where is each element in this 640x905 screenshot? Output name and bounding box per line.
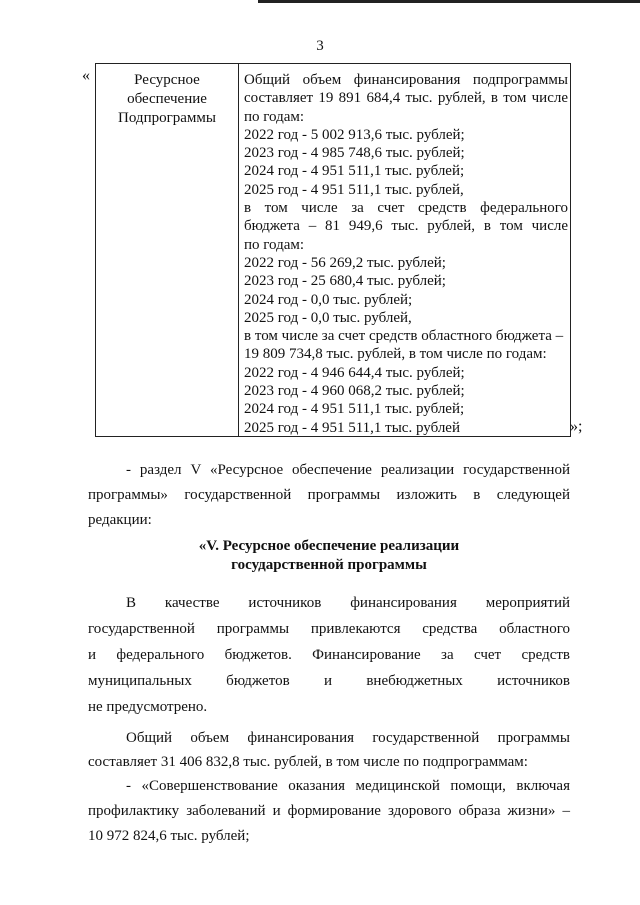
heading-line: «V. Ресурсное обеспечение реализации bbox=[198, 538, 460, 554]
paragraph-line: программы» государственной программы изложить в следующей bbox=[88, 487, 570, 503]
paragraph-line: профилактику заболеваний и формирование здорового образа жизни» – bbox=[88, 803, 570, 819]
table-value-line: 2025 год - 0,0 тыс. рублей, bbox=[244, 309, 412, 326]
table-value-line: 2024 год - 4 951 511,1 тыс. рублей; bbox=[244, 163, 465, 180]
table-value-line: по годам: bbox=[244, 108, 305, 125]
table-value-line: 19 809 734,8 тыс. рублей, в том числе по годам: bbox=[244, 346, 547, 363]
table-label-line: обеспечение bbox=[127, 91, 207, 107]
top-border-line bbox=[258, 0, 640, 3]
table-column-divider bbox=[238, 64, 239, 436]
paragraph-line: В качестве источников финансирования мероприятий bbox=[126, 595, 570, 611]
table-value-line: 2024 год - 0,0 тыс. рублей; bbox=[244, 291, 413, 308]
table-label-line: Ресурсное bbox=[134, 72, 200, 88]
sources-paragraph bbox=[88, 590, 570, 720]
paragraph-line: Общий объем финансирования государственной программы bbox=[126, 730, 570, 746]
table-value-line: Общий объем финансирования подпрограммы bbox=[244, 72, 568, 88]
table-value-line: 2022 год - 5 002 913,6 тыс. рублей; bbox=[244, 126, 465, 143]
table-label-cell bbox=[96, 71, 238, 128]
paragraph-line: 10 972 824,6 тыс. рублей; bbox=[88, 828, 250, 844]
table-value-line: в том числе за счет средств федерального bbox=[244, 200, 568, 217]
table-value-line: 2022 год - 4 946 644,4 тыс. рублей; bbox=[244, 364, 465, 381]
paragraph-line: редакции: bbox=[88, 512, 152, 528]
table-value-line: 2023 год - 25 680,4 тыс. рублей; bbox=[244, 273, 446, 290]
table-value-line: бюджета – 81 949,6 тыс. рублей, в том числе bbox=[244, 218, 568, 235]
table-value-line: в том числе за счет средств областного бюджета – bbox=[244, 328, 564, 345]
table-value-line: 2023 год - 4 985 748,6 тыс. рублей; bbox=[244, 145, 465, 162]
paragraph-line: не предусмотрено. bbox=[88, 699, 208, 715]
total-paragraph bbox=[88, 726, 570, 774]
table-value-line: по годам: bbox=[244, 236, 305, 253]
heading-line: государственной программы bbox=[231, 557, 427, 573]
table-value-line: 2024 год - 4 951 511,1 тыс. рублей; bbox=[244, 401, 465, 418]
table-value-line: составляет 19 891 684,4 тыс. рублей, в том числе bbox=[244, 90, 568, 107]
resource-table bbox=[95, 63, 571, 437]
table-value-line: 2022 год - 56 269,2 тыс. рублей; bbox=[244, 254, 446, 271]
section-heading bbox=[88, 537, 570, 575]
opening-quote: « bbox=[82, 67, 90, 84]
subprogram-paragraph bbox=[88, 774, 570, 849]
paragraph-line: государственной программы привлекаются средства областного bbox=[88, 621, 570, 637]
paragraph-line: - раздел V «Ресурсное обеспечение реализации государственной bbox=[126, 462, 570, 478]
paragraph-line: - «Совершенствование оказания медицинской помощи, включая bbox=[126, 778, 570, 794]
table-value-cell bbox=[244, 71, 568, 437]
table-value-line: 2025 год - 4 951 511,1 тыс. рублей, bbox=[244, 181, 464, 198]
paragraph-line: составляет 31 406 832,8 тыс. рублей, в том числе по подпрограммам: bbox=[88, 754, 528, 770]
closing-quote: »; bbox=[570, 418, 583, 435]
page-number: 3 bbox=[316, 38, 324, 54]
paragraph-line: муниципальных бюджетов и внебюджетных источников bbox=[88, 673, 570, 689]
paragraph-line: и федерального бюджетов. Финансирование за счет средств bbox=[88, 647, 570, 663]
table-value-line: 2025 год - 4 951 511,1 тыс. рублей bbox=[244, 419, 460, 436]
intro-paragraph bbox=[88, 458, 570, 533]
table-value-line: 2023 год - 4 960 068,2 тыс. рублей; bbox=[244, 383, 465, 400]
table-label-line: Подпрограммы bbox=[118, 110, 216, 126]
